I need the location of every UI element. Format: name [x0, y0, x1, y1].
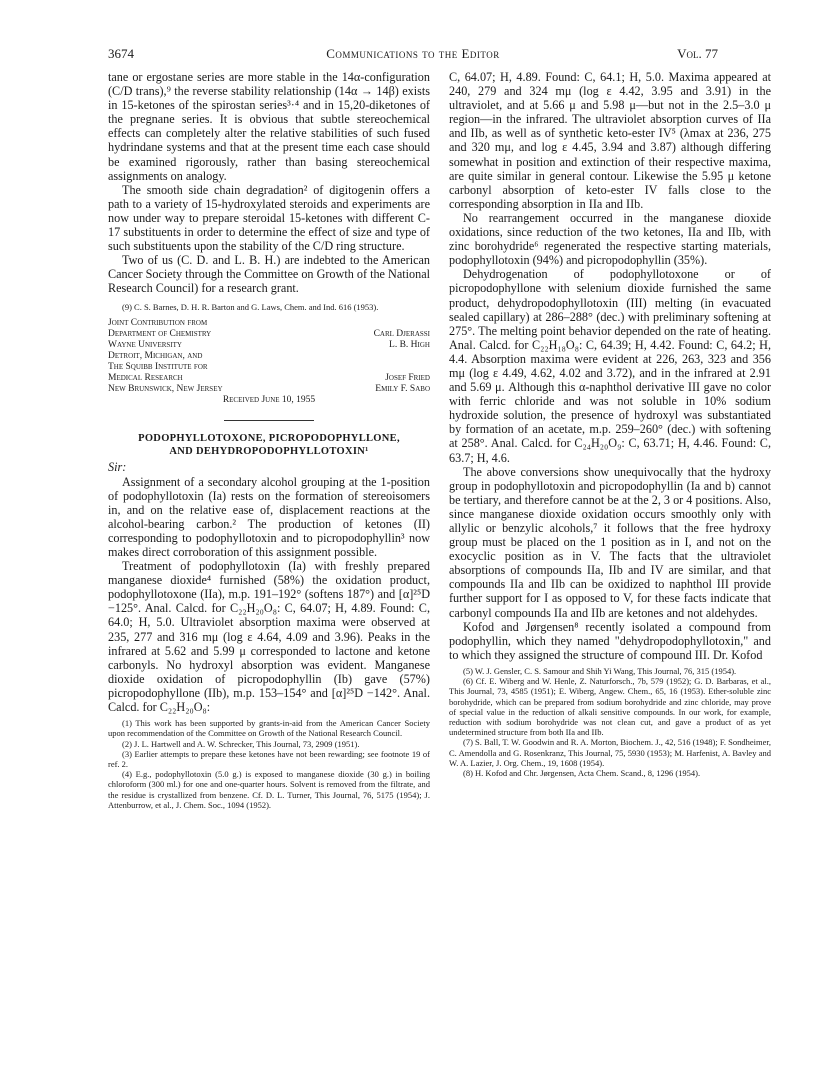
- affiliation-line: Medical Research: [108, 373, 183, 384]
- affiliation-line: Joint Contribution from: [108, 317, 208, 328]
- left-column: [108, 70, 430, 810]
- author-name: Carl Djerassi: [373, 328, 430, 339]
- article-title-line: PODOPHYLLOTOXONE, PICROPODOPHYLLONE,: [138, 433, 400, 445]
- footnotes: [449, 666, 771, 778]
- page-header: [108, 46, 718, 62]
- running-title: Communications to the Editor: [326, 46, 500, 61]
- affiliation-line: Wayne University: [108, 339, 182, 350]
- footnote: (5) W. J. Gensler, C. S. Samour and Shih Yi Wang, This Journal, 76, 315 (1954).: [463, 665, 737, 676]
- author-affiliation: [108, 318, 430, 407]
- paragraph: The above conversions show unequivocally that the hydroxy group in podophyllotoxin and picropodophyllin (Ia and b) cannot be tertiary, and therefore cannot be at the 2, 3 or 4 positions. Also, since manganese dioxide oxidation occurs smoothly only with allylic or benzylic alcohols,⁷ it follows that the free hydroxy group must be placed on the 1 position as in I, and not on the exocyclic position as in V. The facts that the ultraviolet absorptions of compounds IIa, IIb and IV are similar, and that compounds IIa and IIb can be oxidized to naphthol III provide further support for I as opposed to V, for these facts indicate that carbonyl compounds IIa and IIb are ketones and not aldehydes.: [449, 464, 771, 620]
- footnote: (8) H. Kofod and Chr. Jørgensen, Acta Chem. Scand., 8, 1296 (1954).: [463, 767, 701, 778]
- paragraph: Two of us (C. D. and L. B. H.) are indebted to the American Cancer Society through the Committee on Growth of the National Research Council) for a research grant.: [108, 253, 430, 296]
- section-divider: [224, 420, 314, 421]
- paragraph: C, 64.07; H, 4.89. Found: C, 64.1; H, 5.0. Maxima appeared at 240, 279 and 324 mμ (log ε 4.42, 3.95 and 3.91) in the ultraviolet, and at 5.66 μ and 5.98 μ—but not in the 2.5–3.0 μ region—in the infrared. The ultraviolet absorption curves of IIa and IIb, as well as of synthetic keto-ester IV⁵ (λmax at 236, 275 and 320 mμ, and log ε 4.45, 3.94 and 3.87) although differing somewhat in position and extinction of their respective maxima, are quite similar in general contour. Likewise the 5.95 μ ketone carbonyl absorption of keto-ester IV falls close to the corresponding absorption in IIa and IIb.: [449, 70, 771, 211]
- footnote: (4) E.g., podophyllotoxin (5.0 g.) is exposed to manganese dioxide (30 g.) in boiling chloroform (300 ml.) for one and one-quarter hours. Solvent is removed from the filtrate, and the residue is crystallized from benzene. Cf. D. L. Turner, This Journal, 76, 5175 (1954); J. Attenburrow, et al., J. Chem. Soc., 1094 (1952).: [108, 769, 430, 810]
- author-name: Emily F. Sabo: [375, 384, 430, 395]
- footnote: (2) J. L. Hartwell and A. W. Schrecker, This Journal, 73, 2909 (1951).: [122, 738, 360, 749]
- footnote: (7) S. Ball, T. W. Goodwin and R. A. Morton, Biochem. J., 42, 516 (1948); F. Sondheimer, C. Amendolla and G. Rosenkranz, This Journal, 75, 5930 (1953); M. Harfenist, A. Bavley and W. A. Lazier, J. Org. Chem., 19, 1608 (1954).: [449, 737, 771, 768]
- paragraph: The smooth side chain degradation² of digitogenin offers a path to a variety of 15-hydroxylated steroids and experiments are now under way to prepare steroidal 15-ketones with different C-17 substituents in order to determine the effect of size and type of such substituents upon the stability of the C/D ring structure.: [108, 182, 430, 254]
- affiliation-line: The Squibb Institute for: [108, 362, 208, 373]
- article-title: [108, 433, 430, 458]
- paragraph: No rearrangement occurred in the manganese dioxide oxidations, since reduction of the two ketones, IIa and IIb, with zinc borohydride⁶ regenerated the respective starting materials, podophyllotoxin (94%) and picropodophyllin (35%).: [449, 210, 771, 268]
- received-date: Received June 10, 1955: [222, 395, 316, 406]
- footnote: (9) C. S. Barnes, D. H. R. Barton and G. Laws, Chem. and Ind. 616 (1953).: [122, 301, 379, 312]
- footnote: (3) Earlier attempts to prepare these ketones have not been rewarding; see footnote 19 of ref. 2.: [108, 748, 430, 769]
- paragraph: Kofod and Jørgensen⁸ recently isolated a compound from podophyllin, which they named "dehydropodophyllotoxin," and to which they assigned the structure of compound III. Dr. Kofod: [449, 619, 771, 662]
- page-number: 3674: [108, 46, 134, 61]
- affiliation-line: Detroit, Michigan, and: [108, 350, 203, 361]
- author-name: L. B. High: [389, 339, 430, 350]
- affiliation-line: Department of Chemistry: [108, 328, 212, 339]
- author-name: Josef Fried: [385, 373, 430, 384]
- footnote: (6) Cf. E. Wiberg and W. Henle, Z. Naturforsch., 7b, 579 (1952); G. D. Barbaras, et al., This Journal, 73, 4585 (1951); E. Wiberg, Angew. Chem., 65, 16 (1953). Ether-soluble zinc borohydride, which can be prepared from sodium borohydride and zinc chloride, may prove of special value in the reduction of alkali sensitive compounds. In our work, for example, reduction with sodium borohydride was not clean cut, and gave a product of as yet undetermined structure from both IIa and IIb.: [449, 676, 771, 738]
- footnote: (1) This work has been supported by grants-in-aid from the American Cancer Society upon recommendation of the Committee on Growth of the National Research Council.: [108, 718, 430, 739]
- article-title-line: AND DEHYDROPODOPHYLLOTOXIN¹: [169, 445, 369, 457]
- paragraph: tane or ergostane series are more stable in the 14α-configuration (C/D trans),⁹ the reverse stability relationship (14α → 14β) exists in 15-ketones of the spirostan series³·⁴ and in 15,20-diketones of the pregnane series. It is obvious that subtle stereochemical effects can completely alter the relative stabilities of such fused hydrindane systems and that at the present time each case should be examined rigorously, rather than basing stereochemical assignments on analogy.: [108, 70, 430, 183]
- affiliation-line: New Brunswick, New Jersey: [108, 384, 223, 395]
- paragraph: Dehydrogenation of podophyllotoxone or of picropodophyllone with selenium dioxide furnished the same product, dehydropodophyllotoxin (III) melting (in evacuated sealed capillary) at 286–288° (dec.) with preliminary softening at 275°. The melting point behavior depended on the rate of heating. Anal. Calcd. for C₂₂H₁₈O₈: C, 64.39; H, 4.42. Found: C, 64.2; H, 4.4. Absorption maxima were evident at 226, 263, 323 and 356 mμ (log ε 4.49, 4.62, 4.02 and 3.72), and in the infrared at 2.91 and 5.69 μ. Although this α-naphthol derivative III gave no color with ferric chloride and was not soluble in 10% sodium hydroxide solution, the presence of hydroxyl was substantiated by formation of an acetate, m.p. 259–260° (dec.) with softening at 258°. Anal. Calcd. for C₂₄H₂₀O₉: C, 63.71; H, 4.46. Found: C, 63.7; H, 4.6.: [449, 267, 771, 465]
- right-column: [449, 70, 771, 778]
- footnotes: [108, 718, 430, 810]
- paragraph: Treatment of podophyllotoxin (Ia) with freshly prepared manganese dioxide⁴ furnished (58%) the oxidation product, podophyllotoxone (IIa), m.p. 191–192° (softens 187°) and [α]²⁵D −125°. Anal. Calcd. for C₂₂H₂₀O₈: C, 64.07; H, 4.89. Found: C, 64.0; H, 5.0. Ultraviolet absorption maxima were observed at 235, 277 and 316 mμ (log ε 4.64, 4.09 and 3.96). Peaks in the infrared at 5.62 and 5.99 μ corresponded to lactone and ketone carbonyls. No hydroxyl absorption was evident. Manganese dioxide oxidation of picropodophyllin (Ib) gave (57%) picropodophyllone (IIb), m.p. 153–154° and [α]²⁵D −142°. Anal. Calcd. for C₂₂H₂₀O₈:: [108, 559, 430, 715]
- paragraph: Assignment of a secondary alcohol grouping at the 1-position of podophyllotoxin (Ia) rests on the formation of stereoisomers in, and on the relative ease of, displacement reactions at the alcohol-bearing carbon.² The production of ketones (II) corresponding to podophyllotoxin and to picropodophyllin³ now makes direct corroboration of this assignment possible.: [108, 474, 430, 560]
- volume-label: Vol. 77: [677, 46, 718, 61]
- salutation: Sir:: [108, 460, 127, 475]
